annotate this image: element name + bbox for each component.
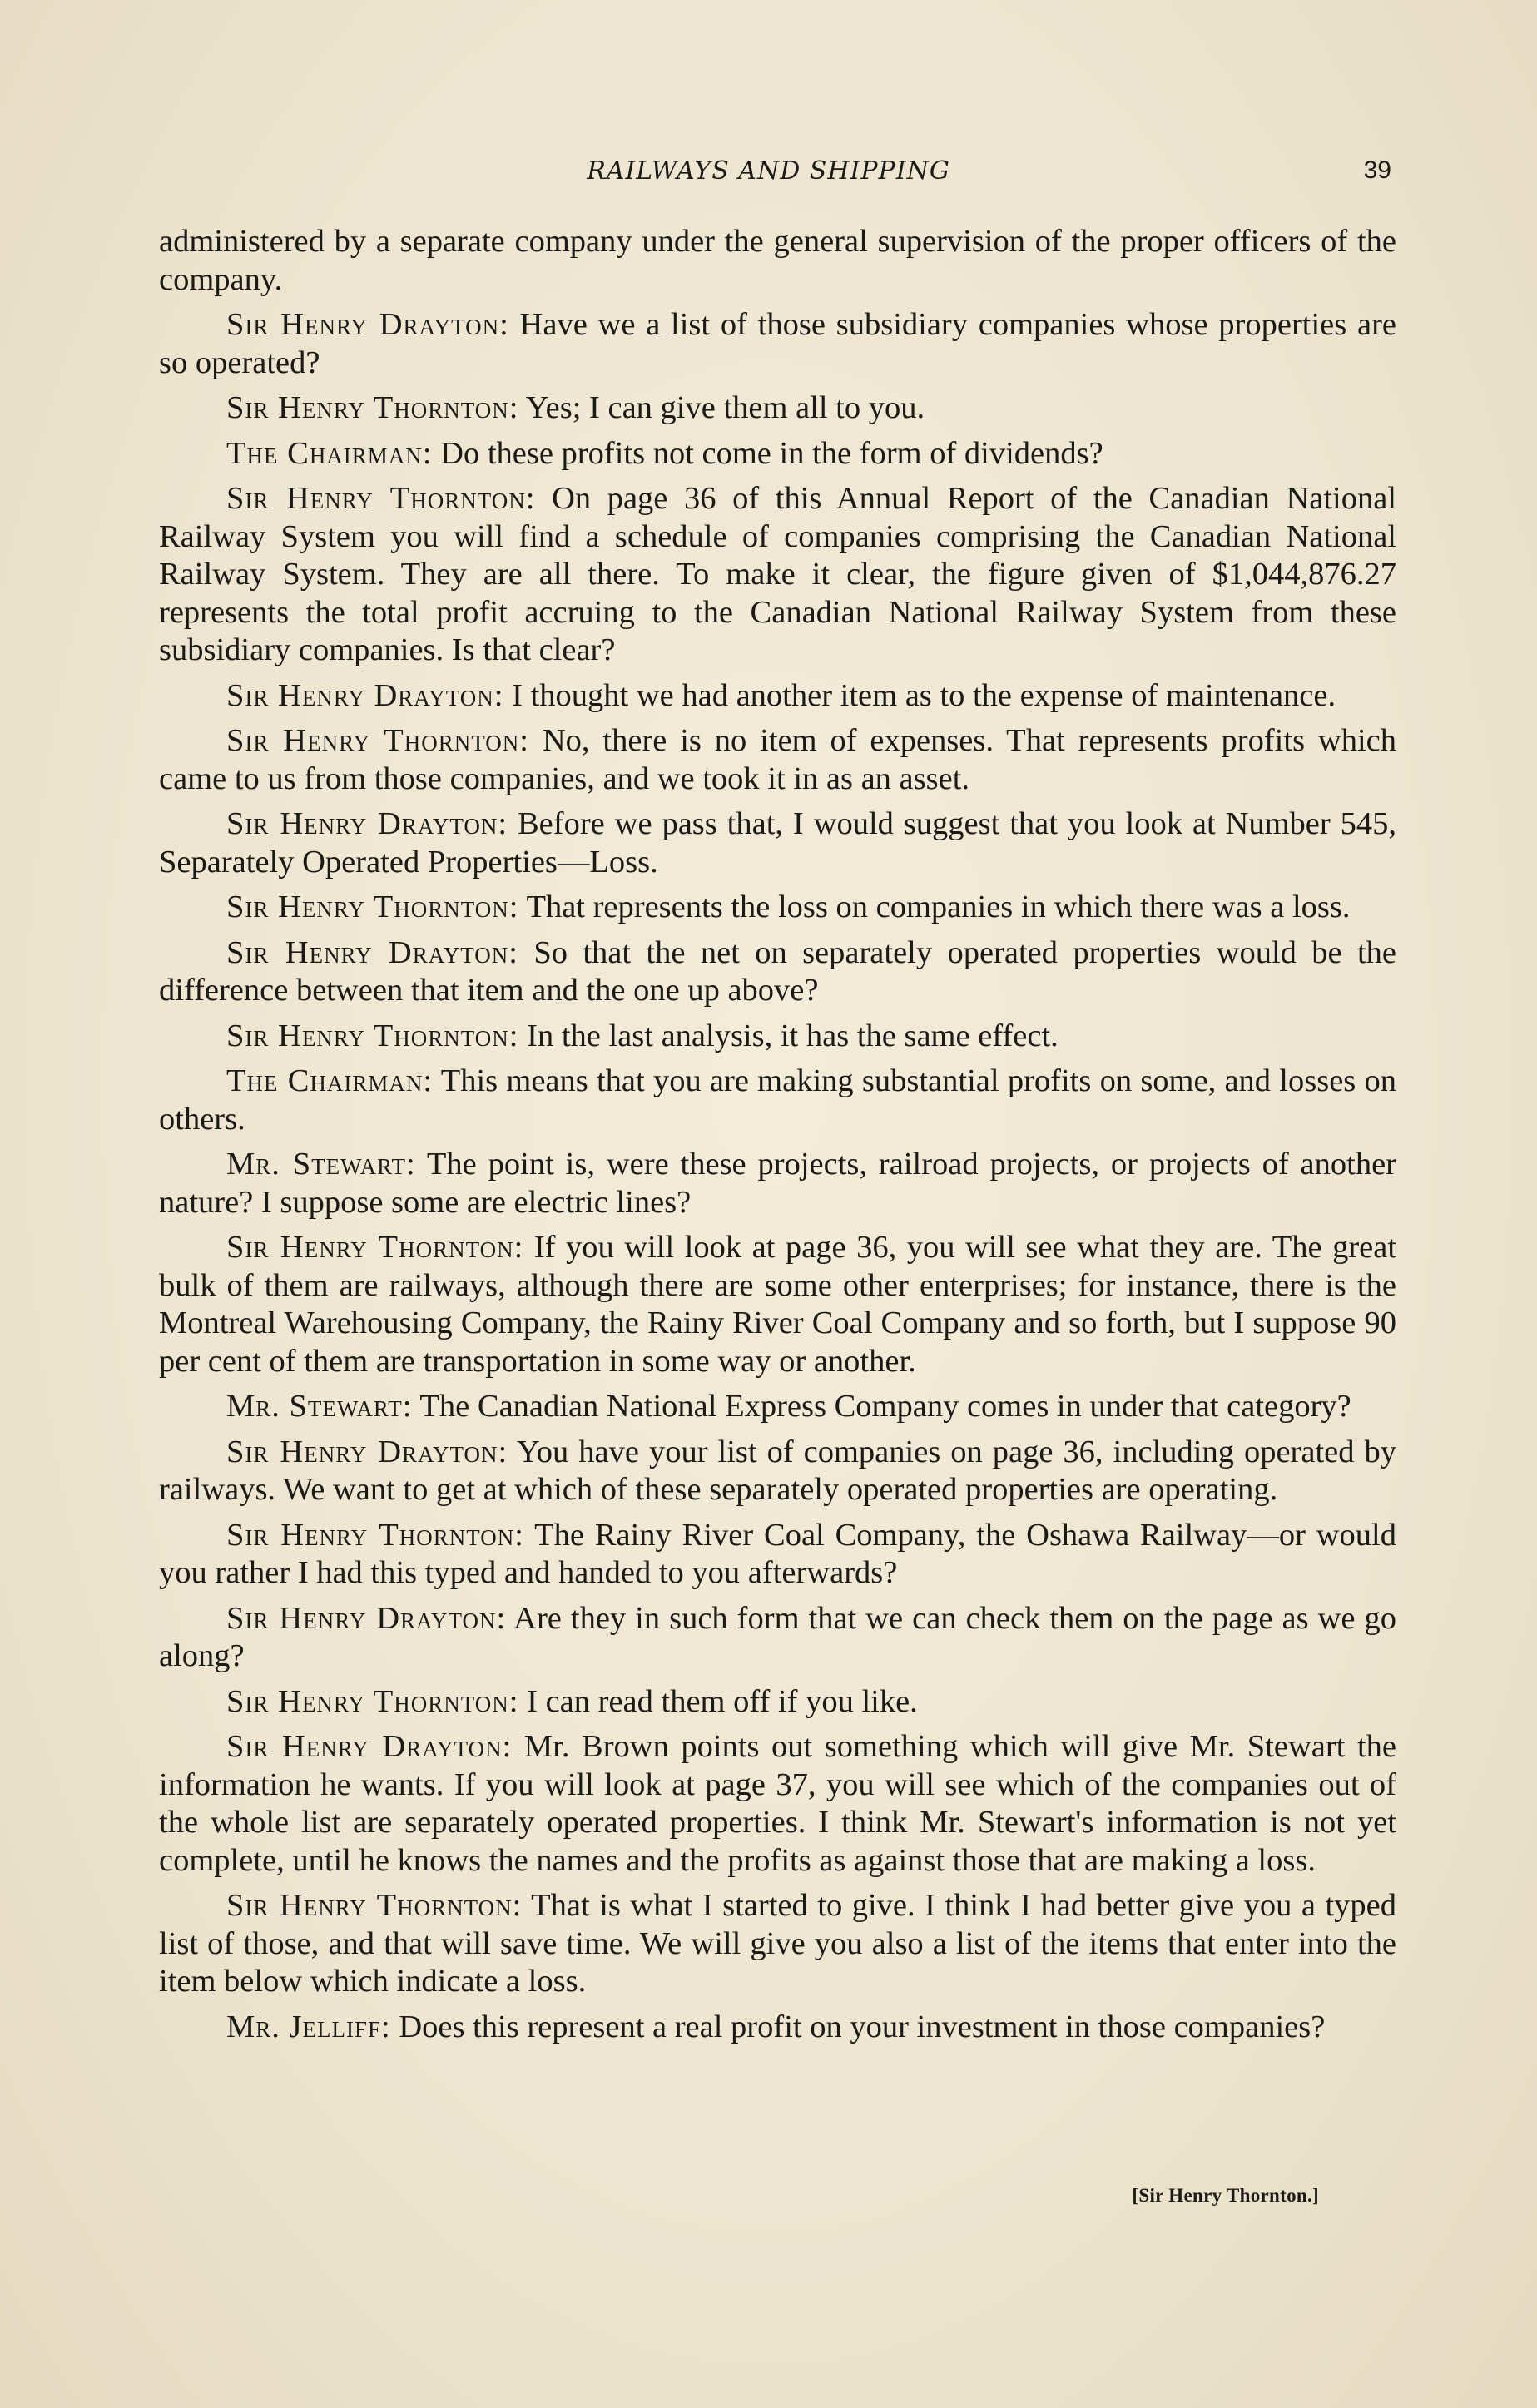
paragraph [159, 1887, 1396, 2001]
paragraph [159, 2009, 1396, 2047]
paragraph-text: If you will look at page 36, you will see what they are. The great bulk of them are railways, although there are some other enterprises; for instance, there is the Montreal Warehousing Company, the Rainy River Coal Company and so forth, but I suppose 90 per cent of them are transportation in some way or another. [159, 1230, 1397, 1379]
speaker-name: Sir Henry Thornton: [226, 1683, 519, 1719]
paragraph [159, 1229, 1396, 1380]
speaker-name: Sir Henry Thornton: [226, 1517, 524, 1553]
speaker-name: Sir Henry Drayton: [226, 1434, 508, 1469]
speaker-name: Sir Henry Drayton: [226, 677, 504, 713]
paragraph [159, 389, 1396, 428]
speaker-name: Sir Henry Drayton: [226, 1600, 507, 1636]
catchword: [Sir Henry Thornton.] [1132, 2185, 1319, 2206]
paragraph [159, 1388, 1396, 1426]
paragraph [159, 805, 1396, 881]
paragraph [159, 1018, 1396, 1056]
paragraph [159, 1683, 1396, 1722]
running-title: RAILWAYS AND SHIPPING [587, 156, 950, 186]
paragraph-text: Do these profits not come in the form of dividends? [440, 435, 1103, 471]
paragraph [159, 889, 1396, 927]
paragraph-text: I thought we had another item as to the expense of maintenance. [512, 677, 1336, 713]
speaker-name: Sir Henry Thornton: [226, 1230, 524, 1265]
speaker-name: Mr. Stewart: [226, 1389, 413, 1424]
speaker-name: Sir Henry Drayton: [226, 307, 509, 342]
paragraph-text: Yes; I can give them all to you. [525, 390, 925, 425]
paragraph-text: Are they in such form that we can check them on the page as we go along? [159, 1600, 1396, 1673]
paragraph-text: That represents the loss on companies in which there was a loss. [526, 889, 1351, 924]
paragraph-text: administered by a separate company under the general supervision of the proper officers of the company. [159, 224, 1396, 297]
paragraph [159, 1146, 1396, 1221]
paragraph-text: That is what I started to give. I think I had better give you a typed list of those, and that will save time. We will give you also a list of the items that enter into the item below which indicate a loss. [159, 1888, 1396, 1999]
paragraph [159, 1434, 1396, 1509]
speaker-name: Mr. Jelliff: [226, 2009, 391, 2044]
paragraph-text: So that the net on separately operated properties would be the difference between that item and the one up above? [159, 934, 1396, 1008]
paragraph [159, 1728, 1396, 1880]
paragraph [159, 677, 1396, 716]
paragraph [159, 1063, 1396, 1138]
speaker-name: Sir Henry Thornton: [226, 1018, 519, 1053]
paragraph-continued [159, 223, 1396, 299]
speaker-name: Sir Henry Thornton: [226, 390, 519, 425]
speaker-name: Sir Henry Drayton: [226, 806, 508, 841]
paragraph [159, 934, 1396, 1010]
paragraph-text: No, there is no item of expenses. That represents profits which came to us from those companies, and we took it in as an asset. [159, 723, 1397, 796]
speaker-name: Sir Henry Thornton: [226, 889, 519, 924]
paragraph-text: Mr. Brown points out something which will give Mr. Stewart the information he wants. If you will look at page 37, you will see which of the companies out of the whole list are separately operated properties. I think Mr. Stewart's information is not yet complete, until he knows the names and the profits as against those that are making a loss. [159, 1729, 1396, 1878]
speaker-name: Sir Henry Thornton: [226, 1888, 523, 1923]
paragraph-text: The Canadian National Express Company comes in under that category? [419, 1389, 1351, 1424]
paragraph-text: The point is, were these projects, railroad projects, or projects of another nature? I suppose some are electric lines? [159, 1147, 1396, 1220]
paragraph [159, 1600, 1396, 1676]
speaker-name: Sir Henry Drayton: [226, 1729, 513, 1764]
paragraph-text: Before we pass that, I would suggest that you look at Number 545, Separately Operated Properties—Loss. [159, 806, 1397, 879]
paragraph-text: This means that you are making substantial profits on some, and losses on others. [159, 1063, 1396, 1137]
speaker-name: Mr. Stewart: [226, 1147, 416, 1182]
paragraph-text: Does this represent a real profit on your investment in those companies? [399, 2009, 1326, 2044]
paragraph [159, 722, 1396, 798]
paragraph [159, 1517, 1396, 1593]
speaker-name: Sir Henry Thornton: [226, 723, 529, 758]
paragraph-text: Have we a list of those subsidiary companies whose properties are so operated? [159, 307, 1396, 380]
paragraph [159, 480, 1396, 670]
speaker-name: The Chairman: [226, 1063, 434, 1098]
running-head [0, 155, 1537, 196]
paragraph [159, 306, 1396, 382]
paragraph [159, 435, 1396, 473]
paragraph-text: The Rainy River Coal Company, the Oshawa Railway—or would you rather I had this typed and handed to you afterwards? [159, 1517, 1396, 1590]
paragraph-text: I can read them off if you like. [527, 1683, 918, 1719]
speaker-name: Sir Henry Drayton: [226, 934, 518, 970]
speaker-name: Sir Henry Thornton: [226, 481, 536, 516]
paragraph-text: On page 36 of this Annual Report of the Canadian National Railway System you will find a schedule of companies comprising the Canadian National Railway System. They are all there. To make it clear, the figure given of $1,044,876.27 represents the total profit accruing to the Canadian National Railway System from these subsidiary companies. Is that clear? [159, 481, 1397, 667]
page-number: 39 [1363, 156, 1391, 184]
transcript-body [159, 223, 1396, 2054]
paragraph-text: In the last analysis, it has the same effect. [527, 1018, 1059, 1053]
speaker-name: The Chairman: [226, 435, 433, 471]
paragraph-text: You have your list of companies on page 36, including operated by railways. We want to get at which of these separately operated properties are operating. [159, 1434, 1396, 1507]
